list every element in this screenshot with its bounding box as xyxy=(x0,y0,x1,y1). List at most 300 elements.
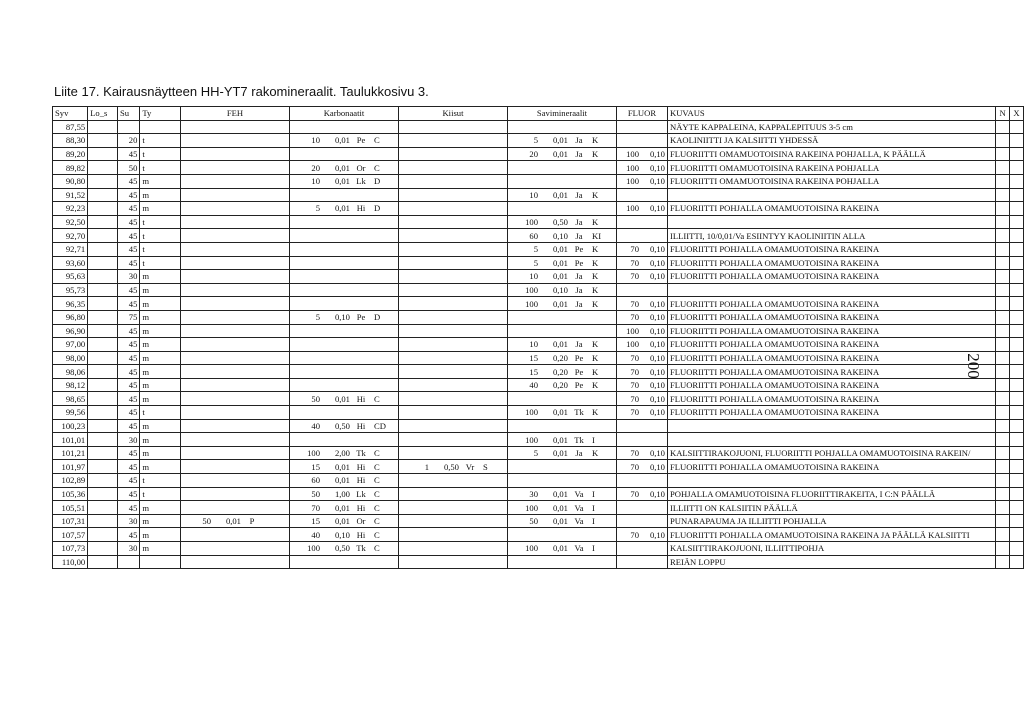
lo-s-cell xyxy=(88,283,118,297)
su-cell: 45 xyxy=(117,256,139,270)
savimineraalit-group xyxy=(510,542,614,554)
karbonaatit-code: C xyxy=(373,448,380,459)
savimineraalit-thickness: 0,01 xyxy=(552,149,568,160)
x-cell xyxy=(1010,528,1024,542)
karbonaatit-code: D xyxy=(373,203,381,214)
x-cell xyxy=(1010,229,1024,243)
depth-cell: 99,56 xyxy=(53,406,88,420)
su-cell: 45 xyxy=(117,460,139,474)
ty-cell: t xyxy=(140,134,181,148)
n-cell xyxy=(996,351,1010,365)
x-cell xyxy=(1010,174,1024,188)
savimineraalit-code: I xyxy=(591,516,595,527)
karbonaatit-mineral: Hi xyxy=(356,475,366,486)
karbonaatit-code: D xyxy=(373,176,381,187)
karbonaatit-cell xyxy=(289,134,398,148)
karbonaatit-code: C xyxy=(373,529,380,540)
n-cell xyxy=(996,365,1010,379)
fluor-cell xyxy=(616,229,667,243)
rock-mineral-table xyxy=(52,106,1024,569)
savimineraalit-cell xyxy=(507,542,616,556)
savimineraalit-value: 50 xyxy=(529,516,538,527)
fluor-value: 100 xyxy=(626,339,639,350)
karbonaatit-cell xyxy=(289,215,398,229)
table-row xyxy=(53,392,1024,406)
table-row xyxy=(53,514,1024,528)
savimineraalit-cell xyxy=(507,419,616,433)
kiisut-cell xyxy=(398,161,507,175)
kuvaus-cell: FLUORIITTI POHJALLA OMAMUOTOISINA RAKEINA JA PÄÄLLÄ KALSIITTI xyxy=(667,528,995,542)
karbonaatit-cell xyxy=(289,270,398,284)
fluor-group xyxy=(619,325,665,337)
karbonaatit-code: C xyxy=(373,393,380,404)
savimineraalit-code: K xyxy=(591,189,599,200)
savimineraalit-code: K xyxy=(591,244,599,255)
lo-s-cell xyxy=(88,338,118,352)
header-n: N xyxy=(996,107,1010,121)
depth-cell: 110,00 xyxy=(53,555,88,569)
karbonaatit-cell xyxy=(289,297,398,311)
savimineraalit-thickness: 0,01 xyxy=(552,488,568,499)
savimineraalit-cell xyxy=(507,229,616,243)
feh-cell xyxy=(180,338,289,352)
ty-cell: m xyxy=(140,365,181,379)
su-cell: 45 xyxy=(117,188,139,202)
karbonaatit-group xyxy=(292,134,396,146)
x-cell xyxy=(1010,202,1024,216)
savimineraalit-group xyxy=(510,434,614,446)
savimineraalit-mineral: Ja xyxy=(575,285,583,296)
su-cell: 45 xyxy=(117,446,139,460)
savimineraalit-value: 10 xyxy=(529,271,538,282)
karbonaatit-cell xyxy=(289,528,398,542)
savimineraalit-cell xyxy=(507,514,616,528)
karbonaatit-cell xyxy=(289,338,398,352)
savimineraalit-mineral: Ja xyxy=(575,448,583,459)
table-row xyxy=(53,188,1024,202)
table-row xyxy=(53,501,1024,515)
ty-cell: m xyxy=(140,542,181,556)
fluor-cell xyxy=(616,406,667,420)
savimineraalit-cell xyxy=(507,283,616,297)
karbonaatit-mineral: Pe xyxy=(356,135,366,146)
karbonaatit-cell xyxy=(289,202,398,216)
fluor-cell xyxy=(616,134,667,148)
n-cell xyxy=(996,460,1010,474)
kiisut-cell xyxy=(398,174,507,188)
kiisut-cell xyxy=(398,446,507,460)
savimineraalit-mineral: Va xyxy=(574,502,584,513)
x-cell xyxy=(1010,256,1024,270)
fluor-value: 70 xyxy=(630,393,639,404)
savimineraalit-cell xyxy=(507,256,616,270)
karbonaatit-cell xyxy=(289,229,398,243)
savimineraalit-value: 100 xyxy=(525,543,538,554)
karbonaatit-group xyxy=(292,202,396,214)
savimineraalit-group xyxy=(510,366,614,378)
kuvaus-cell xyxy=(667,474,995,488)
fluor-group xyxy=(619,488,665,500)
fluor-thickness: 0,10 xyxy=(649,529,665,540)
lo-s-cell xyxy=(88,365,118,379)
table-row xyxy=(53,310,1024,324)
fluor-group xyxy=(619,393,665,405)
karbonaatit-cell xyxy=(289,256,398,270)
table-row xyxy=(53,161,1024,175)
kuvaus-cell: FLUORIITTI POHJALLA OMAMUOTOISINA RAKEINA xyxy=(667,256,995,270)
savimineraalit-group xyxy=(510,189,614,201)
karbonaatit-mineral: Tk xyxy=(356,543,366,554)
karbonaatit-cell xyxy=(289,501,398,515)
karbonaatit-thickness: 0,01 xyxy=(334,203,350,214)
fluor-cell xyxy=(616,542,667,556)
savimineraalit-mineral: Ja xyxy=(575,230,583,241)
ty-cell: m xyxy=(140,378,181,392)
fluor-thickness: 0,10 xyxy=(649,339,665,350)
x-cell xyxy=(1010,501,1024,515)
fluor-group xyxy=(619,175,665,187)
fluor-group xyxy=(619,311,665,323)
savimineraalit-value: 100 xyxy=(525,298,538,309)
depth-cell: 89,82 xyxy=(53,161,88,175)
header-savimineraalit: Savimineraalit xyxy=(507,107,616,121)
savimineraalit-cell xyxy=(507,474,616,488)
ty-cell: m xyxy=(140,202,181,216)
fluor-value: 70 xyxy=(630,448,639,459)
depth-cell: 92,70 xyxy=(53,229,88,243)
depth-cell: 107,31 xyxy=(53,514,88,528)
table-header-row xyxy=(53,107,1024,121)
header-karbonaatit: Karbonaatit xyxy=(289,107,398,121)
lo-s-cell xyxy=(88,147,118,161)
fluor-cell xyxy=(616,487,667,501)
n-cell xyxy=(996,188,1010,202)
karbonaatit-code: C xyxy=(373,488,380,499)
savimineraalit-code: K xyxy=(591,217,599,228)
n-cell xyxy=(996,202,1010,216)
lo-s-cell xyxy=(88,474,118,488)
kiisut-cell xyxy=(398,188,507,202)
feh-thickness: 0,01 xyxy=(225,516,241,527)
lo-s-cell xyxy=(88,501,118,515)
fluor-cell xyxy=(616,147,667,161)
fluor-cell xyxy=(616,161,667,175)
kuvaus-cell: KALSIITTIRAKOJUONI, FLUORIITTI POHJALLA OMAMUOTOISINA RAKEIN/ xyxy=(667,446,995,460)
karbonaatit-group xyxy=(292,529,396,541)
lo-s-cell xyxy=(88,188,118,202)
n-cell xyxy=(996,215,1010,229)
feh-cell xyxy=(180,242,289,256)
fluor-thickness: 0,10 xyxy=(649,380,665,391)
karbonaatit-thickness: 2,00 xyxy=(334,448,350,459)
karbonaatit-value: 40 xyxy=(311,529,320,540)
lo-s-cell xyxy=(88,406,118,420)
fluor-value: 100 xyxy=(626,162,639,173)
savimineraalit-group xyxy=(510,243,614,255)
ty-cell: t xyxy=(140,242,181,256)
header-syv: Syv xyxy=(53,107,88,121)
savimineraalit-cell xyxy=(507,161,616,175)
savimineraalit-thickness: 0,01 xyxy=(552,257,568,268)
table-row xyxy=(53,542,1024,556)
x-cell xyxy=(1010,270,1024,284)
fluor-cell xyxy=(616,310,667,324)
n-cell xyxy=(996,229,1010,243)
feh-cell xyxy=(180,202,289,216)
n-cell xyxy=(996,310,1010,324)
depth-cell: 107,57 xyxy=(53,528,88,542)
x-cell xyxy=(1010,406,1024,420)
ty-cell xyxy=(140,555,181,569)
su-cell: 45 xyxy=(117,365,139,379)
savimineraalit-code: KI xyxy=(591,230,602,241)
lo-s-cell xyxy=(88,446,118,460)
savimineraalit-cell xyxy=(507,555,616,569)
savimineraalit-code: I xyxy=(591,434,595,445)
karbonaatit-cell xyxy=(289,474,398,488)
kuvaus-cell: FLUORIITTI POHJALLA OMAMUOTOISINA RAKEINA xyxy=(667,338,995,352)
savimineraalit-group xyxy=(510,447,614,459)
lo-s-cell xyxy=(88,229,118,243)
table-row xyxy=(53,351,1024,365)
savimineraalit-value: 10 xyxy=(529,189,538,200)
ty-cell: t xyxy=(140,161,181,175)
savimineraalit-mineral: Va xyxy=(574,516,584,527)
savimineraalit-code: K xyxy=(591,135,599,146)
table-row xyxy=(53,147,1024,161)
depth-cell: 96,35 xyxy=(53,297,88,311)
n-cell xyxy=(996,134,1010,148)
ty-cell: t xyxy=(140,256,181,270)
fluor-cell xyxy=(616,351,667,365)
karbonaatit-thickness: 0,01 xyxy=(334,135,350,146)
karbonaatit-thickness: 0,50 xyxy=(334,420,350,431)
x-cell xyxy=(1010,297,1024,311)
ty-cell: t xyxy=(140,147,181,161)
savimineraalit-value: 15 xyxy=(529,352,538,363)
fluor-thickness: 0,10 xyxy=(649,244,665,255)
karbonaatit-mineral: Lk xyxy=(356,176,366,187)
savimineraalit-value: 20 xyxy=(529,149,538,160)
depth-cell: 101,01 xyxy=(53,433,88,447)
n-cell xyxy=(996,487,1010,501)
n-cell xyxy=(996,270,1010,284)
x-cell xyxy=(1010,161,1024,175)
kiisut-cell xyxy=(398,310,507,324)
savimineraalit-mineral: Va xyxy=(574,488,584,499)
kiisut-cell xyxy=(398,392,507,406)
su-cell: 45 xyxy=(117,419,139,433)
lo-s-cell xyxy=(88,460,118,474)
karbonaatit-mineral: Or xyxy=(356,516,366,527)
x-cell xyxy=(1010,378,1024,392)
x-cell xyxy=(1010,351,1024,365)
savimineraalit-value: 40 xyxy=(529,380,538,391)
depth-cell: 97,00 xyxy=(53,338,88,352)
n-cell xyxy=(996,474,1010,488)
kuvaus-cell xyxy=(667,419,995,433)
x-cell xyxy=(1010,419,1024,433)
savimineraalit-mineral: Ja xyxy=(575,217,583,228)
kiisut-code: S xyxy=(482,461,488,472)
kiisut-cell xyxy=(398,365,507,379)
fluor-group xyxy=(619,529,665,541)
n-cell xyxy=(996,446,1010,460)
fluor-value: 70 xyxy=(630,461,639,472)
savimineraalit-code: K xyxy=(591,149,599,160)
savimineraalit-value: 30 xyxy=(529,488,538,499)
fluor-thickness: 0,10 xyxy=(649,203,665,214)
karbonaatit-code: C xyxy=(373,543,380,554)
table-row xyxy=(53,202,1024,216)
savimineraalit-value: 60 xyxy=(529,230,538,241)
x-cell xyxy=(1010,147,1024,161)
fluor-group xyxy=(619,406,665,418)
kuvaus-cell: FLUORIITTI OMAMUOTOISINA RAKEINA POHJALLA xyxy=(667,174,995,188)
depth-cell: 92,71 xyxy=(53,242,88,256)
su-cell: 45 xyxy=(117,487,139,501)
savimineraalit-group xyxy=(510,230,614,242)
karbonaatit-code: C xyxy=(373,135,380,146)
lo-s-cell xyxy=(88,555,118,569)
su-cell: 75 xyxy=(117,310,139,324)
savimineraalit-group xyxy=(510,216,614,228)
n-cell xyxy=(996,514,1010,528)
su-cell: 45 xyxy=(117,202,139,216)
savimineraalit-thickness: 0,01 xyxy=(552,298,568,309)
fluor-cell xyxy=(616,338,667,352)
fluor-cell xyxy=(616,555,667,569)
n-cell xyxy=(996,338,1010,352)
kuvaus-cell xyxy=(667,283,995,297)
karbonaatit-code: C xyxy=(373,162,380,173)
ty-cell: t xyxy=(140,487,181,501)
lo-s-cell xyxy=(88,202,118,216)
kuvaus-cell: FLUORIITTI POHJALLA OMAMUOTOISINA RAKEINA xyxy=(667,310,995,324)
savimineraalit-code: K xyxy=(591,298,599,309)
header-fluor: FLUOR xyxy=(616,107,667,121)
karbonaatit-cell xyxy=(289,174,398,188)
savimineraalit-thickness: 0,20 xyxy=(552,366,568,377)
kiisut-mineral: Vr xyxy=(465,461,475,472)
depth-cell: 89,20 xyxy=(53,147,88,161)
feh-cell xyxy=(180,487,289,501)
lo-s-cell xyxy=(88,514,118,528)
karbonaatit-value: 15 xyxy=(311,461,320,472)
savimineraalit-cell xyxy=(507,215,616,229)
savimineraalit-group xyxy=(510,352,614,364)
karbonaatit-thickness: 0,10 xyxy=(334,312,350,323)
savimineraalit-group xyxy=(510,298,614,310)
n-cell xyxy=(996,147,1010,161)
x-cell xyxy=(1010,215,1024,229)
karbonaatit-mineral: Hi xyxy=(356,203,366,214)
fluor-thickness: 0,10 xyxy=(649,393,665,404)
lo-s-cell xyxy=(88,310,118,324)
x-cell xyxy=(1010,283,1024,297)
kuvaus-cell xyxy=(667,433,995,447)
header-lo-s: Lo_s xyxy=(88,107,118,121)
fluor-group xyxy=(619,298,665,310)
lo-s-cell xyxy=(88,419,118,433)
kiisut-cell xyxy=(398,528,507,542)
savimineraalit-cell xyxy=(507,365,616,379)
depth-cell: 88,30 xyxy=(53,134,88,148)
savimineraalit-cell xyxy=(507,433,616,447)
savimineraalit-thickness: 0,01 xyxy=(552,543,568,554)
depth-cell: 102,89 xyxy=(53,474,88,488)
karbonaatit-cell xyxy=(289,351,398,365)
fluor-thickness: 0,10 xyxy=(649,257,665,268)
kiisut-cell xyxy=(398,419,507,433)
fluor-cell xyxy=(616,270,667,284)
table-row xyxy=(53,134,1024,148)
fluor-value: 70 xyxy=(630,244,639,255)
ty-cell: m xyxy=(140,419,181,433)
header-x: X xyxy=(1010,107,1024,121)
ty-cell: m xyxy=(140,310,181,324)
savimineraalit-code: K xyxy=(591,285,599,296)
karbonaatit-thickness: 0,01 xyxy=(334,162,350,173)
karbonaatit-mineral: Or xyxy=(356,162,366,173)
depth-cell: 98,12 xyxy=(53,378,88,392)
karbonaatit-cell xyxy=(289,392,398,406)
fluor-value: 70 xyxy=(630,407,639,418)
fluor-cell xyxy=(616,528,667,542)
karbonaatit-cell xyxy=(289,188,398,202)
kuvaus-cell: KALSIITTIRAKOJUONI, ILLIITTIPOHJA xyxy=(667,542,995,556)
n-cell xyxy=(996,542,1010,556)
savimineraalit-group xyxy=(510,257,614,269)
karbonaatit-cell xyxy=(289,310,398,324)
feh-cell xyxy=(180,419,289,433)
karbonaatit-cell xyxy=(289,406,398,420)
header-kiisut: Kiisut xyxy=(398,107,507,121)
n-cell xyxy=(996,528,1010,542)
karbonaatit-mineral: Pe xyxy=(356,312,366,323)
savimineraalit-code: K xyxy=(591,257,599,268)
kuvaus-cell: ILLIITTI ON KALSIITIN PÄÄLLÄ xyxy=(667,501,995,515)
feh-cell xyxy=(180,392,289,406)
kuvaus-cell: ILLIITTI, 10/0,01/Va ESIINTYY KAOLINIITIN ALLA xyxy=(667,229,995,243)
savimineraalit-mineral: Pe xyxy=(574,366,584,377)
fluor-cell xyxy=(616,446,667,460)
kiisut-cell xyxy=(398,242,507,256)
depth-cell: 95,63 xyxy=(53,270,88,284)
savimineraalit-mineral: Tk xyxy=(574,407,584,418)
savimineraalit-mineral: Ja xyxy=(575,271,583,282)
su-cell: 45 xyxy=(117,215,139,229)
karbonaatit-value: 60 xyxy=(311,475,320,486)
ty-cell: m xyxy=(140,514,181,528)
su-cell xyxy=(117,120,139,134)
kuvaus-cell: FLUORIITTI POHJALLA OMAMUOTOISINA RAKEINA xyxy=(667,406,995,420)
savimineraalit-code: I xyxy=(591,502,595,513)
savimineraalit-group xyxy=(510,502,614,514)
fluor-thickness: 0,10 xyxy=(649,488,665,499)
fluor-cell xyxy=(616,120,667,134)
savimineraalit-cell xyxy=(507,501,616,515)
savimineraalit-cell xyxy=(507,378,616,392)
savimineraalit-thickness: 0,20 xyxy=(552,380,568,391)
savimineraalit-group xyxy=(510,284,614,296)
savimineraalit-value: 100 xyxy=(525,434,538,445)
savimineraalit-mineral: Ja xyxy=(575,339,583,350)
x-cell xyxy=(1010,134,1024,148)
table-row xyxy=(53,215,1024,229)
fluor-value: 70 xyxy=(630,312,639,323)
karbonaatit-cell xyxy=(289,242,398,256)
